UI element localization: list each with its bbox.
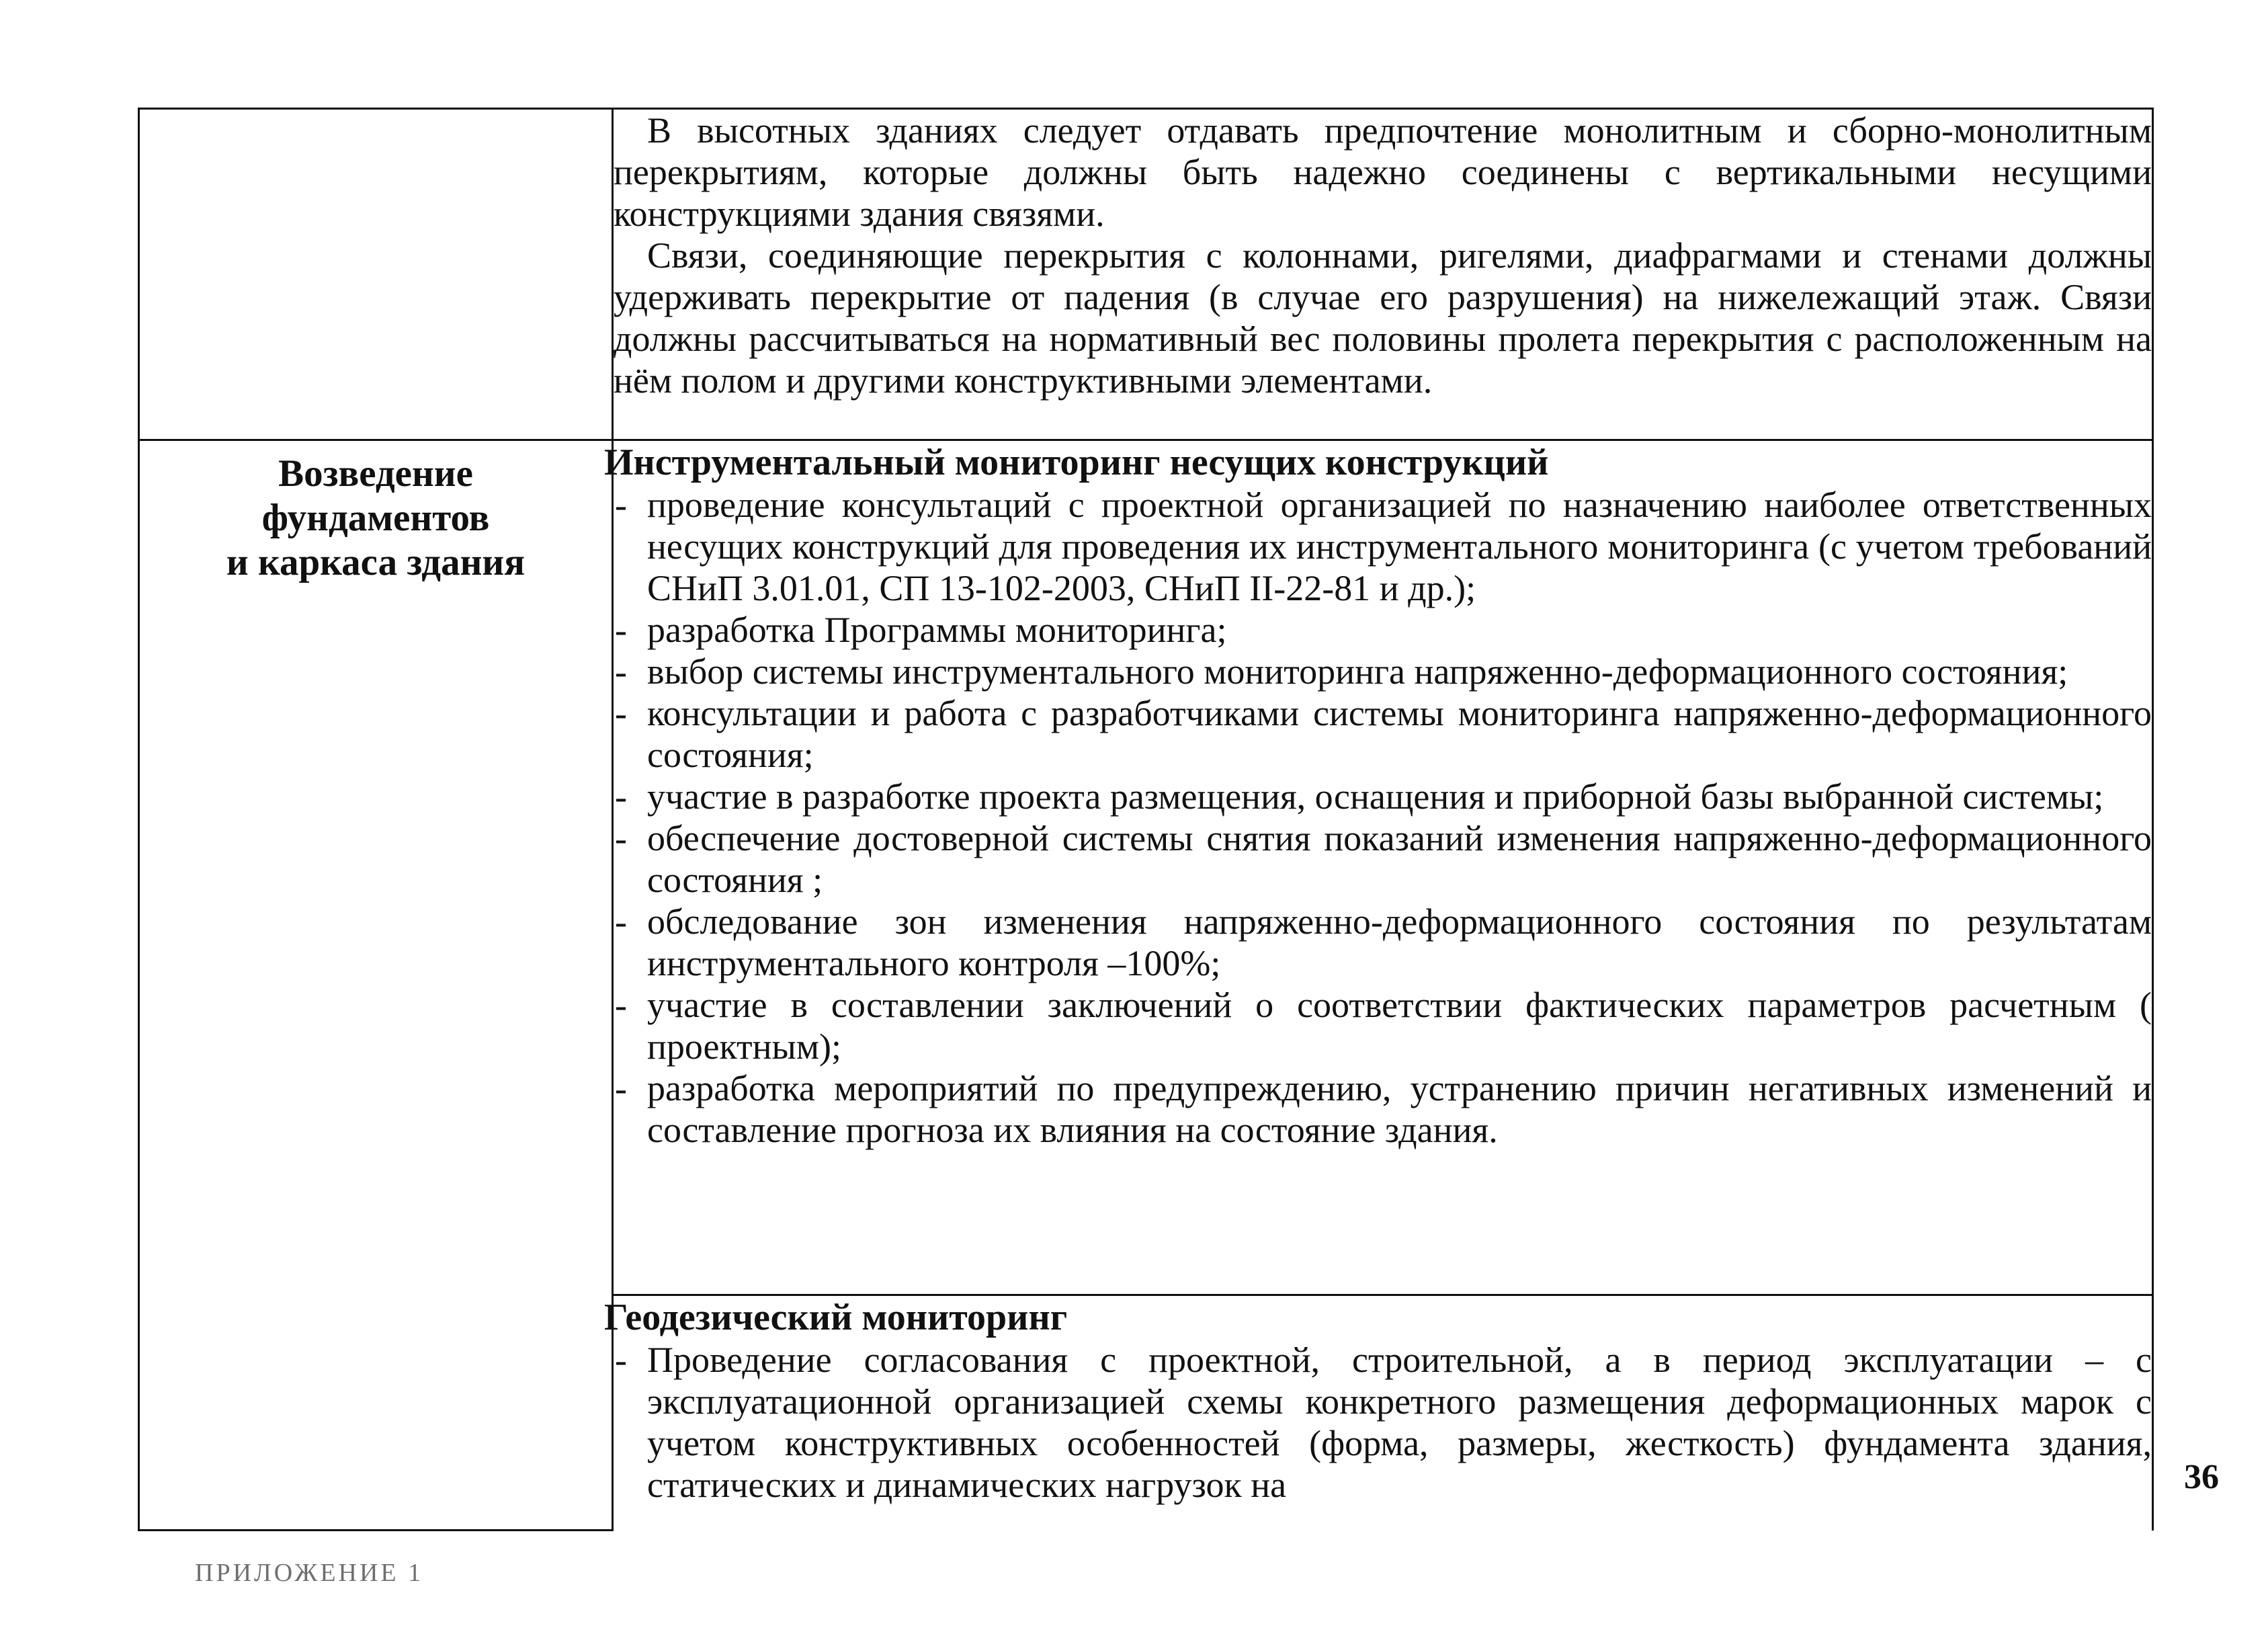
geodetic-monitoring-cell [604,1295,2153,1531]
empty-left-cell [139,109,613,440]
table-row [139,440,2153,1295]
document-table [138,108,2154,1531]
stage-label-line: и каркаса здания [226,541,526,584]
page-number: 36 [2184,1458,2219,1496]
intro-paragraph: Связи, соединяющие перекрытия с колоннами, ригелями, диафрагмами и стенами должны удерживать перекрытие от падения (в случае его разрушения) на нижележащий этаж. Связи должны рассчитываться на нормативный вес половины пролета перекрытия с расположенным на нём полом и другими конструктивными элементами. [614,235,2152,401]
list-item: - Проведение согласования с проектной, строительной, а в период эксплуатации – с эксплуатационной организацией схемы конкретного размещения деформационных марок с учетом конструктивных особенностей (форма, размеры, жесткость) фундамента здания, статических и динамических нагрузок на [614,1339,2152,1506]
list-item: - разработка мероприятий по предупреждению, устранению причин негативных изменений и составление прогноза их влияния на состояние здания. [614,1067,2152,1151]
list-item: - проведение консультаций с проектной организацией по назначению наиболее ответственных несущих конструкций для проведения их инструментального мониторинга (с учетом требований СНиП 3.01.01, СП 13-102-2003, СНиП II-22-81 и др.); [614,484,2152,609]
section-heading: Геодезический мониторинг [604,1297,1068,1339]
list-item: - обследование зон изменения напряженно-деформационного состояния по результатам инструментального контроля –100%; [614,901,2152,984]
list-item: - участие в разработке проекта размещения, оснащения и приборной базы выбранной системы; [614,776,2152,817]
stage-label-line: Возведение [278,452,473,495]
list-item: - участие в составлении заключений о соответствии фактических параметров расчетным ( проектным); [614,984,2152,1067]
intro-cell [613,109,2153,440]
geodetic-list [614,1339,2152,1506]
stage-label [140,441,612,585]
instrumental-list [614,484,2152,1151]
instrumental-monitoring-cell [604,440,2153,1295]
list-item: - консультации и работа с разработчиками системы мониторинга напряженно-деформационного состояния; [614,692,2152,776]
list-item: - разработка Программы мониторинга; [614,609,2152,651]
list-item: - выбор системы инструментального мониторинга напряженно-деформационного состояния; [614,651,2152,692]
list-item: - обеспечение достоверной системы снятия показаний изменения напряженно-деформационного состояния ; [614,817,2152,901]
intro-paragraph: В высотных зданиях следует отдавать предпочтение монолитным и сборно-монолитным перекрытиям, которые должны быть надежно соединены с вертикальными несущими конструкциями здания связями. [614,110,2152,234]
section-heading: Инструментальный мониторинг несущих конструкций [604,442,1549,484]
stage-label-cell [139,440,613,1531]
table-row [139,109,2153,440]
stage-label-line: фундаментов [261,497,490,540]
footer-label: ПРИЛОЖЕНИЕ 1 [195,1559,424,1587]
